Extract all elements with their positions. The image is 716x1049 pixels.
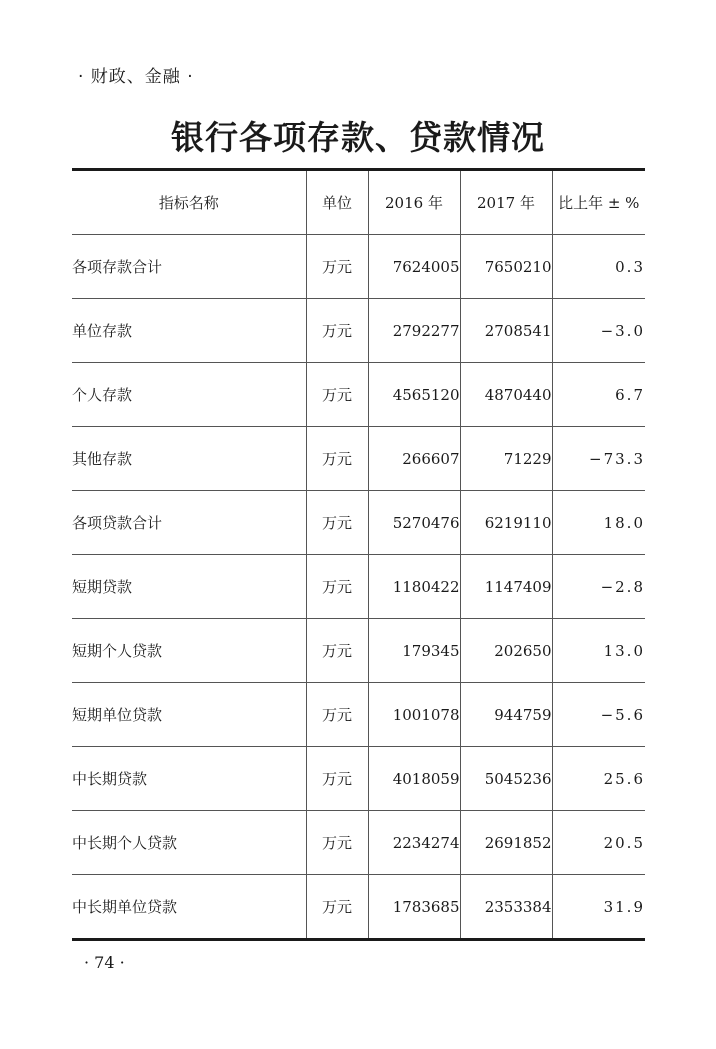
indicator-name-cell: 其他存款: [72, 427, 306, 491]
change-pct-cell: 20.5: [552, 811, 645, 875]
value-2017-cell: 2708541: [460, 299, 552, 363]
table-row: [72, 299, 645, 363]
data-table: [72, 168, 645, 941]
value-2016-cell: 4565120: [368, 363, 460, 427]
change-pct-cell: −73.3: [552, 427, 645, 491]
section-header: · 财政、金融 ·: [78, 67, 194, 87]
value-2016-cell: 1180422: [368, 555, 460, 619]
header-indicator-name: 指标名称: [72, 170, 306, 235]
change-pct-cell: 6.7: [552, 363, 645, 427]
table-row: [72, 747, 645, 811]
table-row: [72, 235, 645, 299]
value-2017-cell: 202650: [460, 619, 552, 683]
indicator-name-cell: 单位存款: [72, 299, 306, 363]
indicator-name-cell: 个人存款: [72, 363, 306, 427]
value-2016-cell: 1783685: [368, 875, 460, 940]
value-2017-cell: 2691852: [460, 811, 552, 875]
indicator-name-cell: 各项存款合计: [72, 235, 306, 299]
indicator-name-cell: 中长期单位贷款: [72, 898, 178, 916]
value-2016-cell: 266607: [368, 427, 460, 491]
table-row: [72, 811, 645, 875]
header-change-pct: 比上年 ± %: [552, 170, 645, 235]
table-row: [72, 619, 645, 683]
change-pct-cell: −5.6: [552, 683, 645, 747]
change-pct-cell: 31.9: [552, 875, 645, 940]
indicator-name-cell: 短期贷款: [72, 555, 306, 619]
change-pct-cell: 0.3: [552, 235, 645, 299]
value-2017-cell: 944759: [460, 683, 552, 747]
value-2017-cell: 1147409: [460, 555, 552, 619]
value-2017-cell: 7650210: [460, 235, 552, 299]
header-2017: 2017 年: [460, 170, 552, 235]
change-pct-cell: −2.8: [552, 555, 645, 619]
indicator-name-cell: 各项贷款合计: [72, 491, 306, 555]
unit-cell: 万元: [306, 363, 368, 427]
value-2016-cell: 7624005: [368, 235, 460, 299]
change-pct-cell: 25.6: [552, 747, 645, 811]
indicator-name-cell: 短期个人贷款: [72, 619, 306, 683]
value-2016-cell: 5270476: [368, 491, 460, 555]
unit-cell: 万元: [306, 491, 368, 555]
change-pct-cell: −3.0: [552, 299, 645, 363]
table-row: [72, 363, 645, 427]
table-body: [72, 235, 645, 940]
change-pct-cell: 13.0: [552, 619, 645, 683]
table-row: [72, 875, 645, 940]
unit-cell: 万元: [306, 747, 368, 811]
unit-cell: 万元: [306, 555, 368, 619]
header-unit: 单位: [306, 170, 368, 235]
header-2016: 2016 年: [368, 170, 460, 235]
table-row: [72, 427, 645, 491]
indicator-name-cell: 中长期个人贷款: [72, 811, 306, 875]
value-2016-cell: 1001078: [368, 683, 460, 747]
page-number: · 74 ·: [84, 953, 125, 972]
table-row: [72, 491, 645, 555]
value-2017-cell: 2353384: [460, 875, 552, 940]
value-2016-cell: 2234274: [368, 811, 460, 875]
unit-cell: 万元: [306, 811, 368, 875]
unit-cell: 万元: [306, 683, 368, 747]
indicator-name-cell: 短期单位贷款: [72, 683, 306, 747]
value-2017-cell: 5045236: [460, 747, 552, 811]
value-2016-cell: 4018059: [368, 747, 460, 811]
unit-cell: 万元: [306, 235, 368, 299]
indicator-name-cell: 中长期贷款: [72, 747, 306, 811]
value-2016-cell: 2792277: [368, 299, 460, 363]
value-2017-cell: 4870440: [460, 363, 552, 427]
table-row: [72, 683, 645, 747]
value-2017-cell: 6219110: [460, 491, 552, 555]
unit-cell: 万元: [306, 875, 368, 940]
page-title: 银行各项存款、贷款情况: [171, 118, 545, 157]
unit-cell: 万元: [306, 427, 368, 491]
value-2016-cell: 179345: [368, 619, 460, 683]
unit-cell: 万元: [306, 619, 368, 683]
unit-cell: 万元: [306, 299, 368, 363]
value-2017-cell: 71229: [460, 427, 552, 491]
change-pct-cell: 18.0: [552, 491, 645, 555]
table-row: [72, 555, 645, 619]
table-header-row: [72, 170, 645, 235]
